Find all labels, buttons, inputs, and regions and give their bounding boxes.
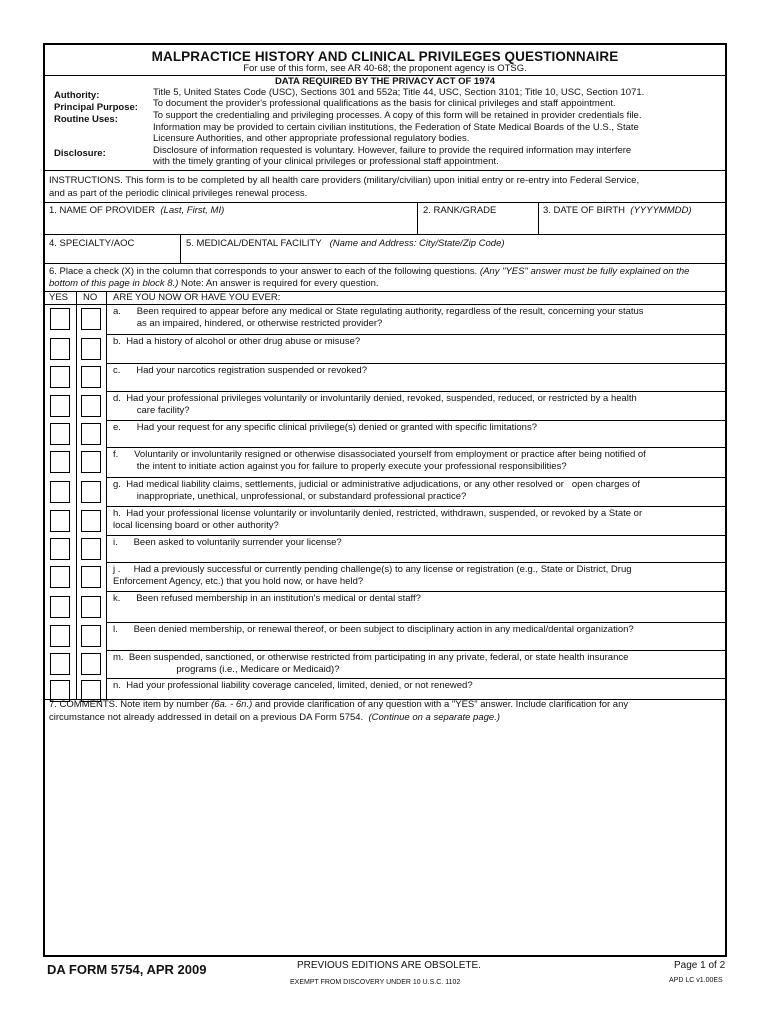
question-text: the intent to initiate action against you for failure to properly execute your professional responsibilities? — [113, 461, 567, 472]
yes-checkbox-c[interactable] — [50, 366, 70, 388]
question-text: e. Had your request for any specific clinical privilege(s) denied or granted with specific limitations? — [113, 422, 537, 433]
divider — [45, 202, 725, 203]
question-text: l. Been denied membership, or renewal thereof, or been subject to disciplinary action in any medical/dental organization? — [113, 624, 634, 635]
divider — [180, 234, 181, 263]
question-text: k. Been refused membership in an institution's medical or dental staff? — [113, 593, 421, 604]
divider — [106, 420, 725, 421]
divider — [45, 234, 725, 235]
privacy-heading: DATA REQUIRED BY THE PRIVACY ACT OF 1974 — [274, 76, 496, 87]
yes-checkbox-a[interactable] — [50, 308, 70, 330]
divider — [45, 304, 725, 305]
routine-uses-label: Routine Uses: — [54, 114, 118, 125]
divider — [45, 170, 725, 171]
disclosure-text: Disclosure of information requested is voluntary. However, failure to provide the required information may interfere — [153, 145, 632, 156]
facility-label: 5. MEDICAL/DENTAL FACILITY — [186, 238, 322, 249]
comments-label: circumstance not already addressed in detail on a previous DA Form 5754. (Continue on a separate page.) — [49, 712, 500, 723]
no-checkbox-k[interactable] — [81, 596, 101, 618]
divider — [106, 363, 725, 364]
form-subtitle: For use of this form, see AR 40-68; the proponent agency is OTSG. — [243, 63, 527, 74]
divider — [106, 562, 725, 563]
disclosure-label: Disclosure: — [54, 148, 106, 159]
obsolete-notice: PREVIOUS EDITIONS ARE OBSOLETE. — [297, 960, 481, 971]
divider — [538, 202, 539, 234]
version-label: APD LC v1.00ES — [669, 977, 723, 984]
no-checkbox-a[interactable] — [81, 308, 101, 330]
rank-grade-label: 2. RANK/GRADE — [423, 205, 497, 216]
facility-hint: (Name and Address: City/State/Zip Code) — [329, 238, 505, 249]
dob-label: 3. DATE OF BIRTH — [543, 205, 625, 216]
no-checkbox-i[interactable] — [81, 538, 101, 560]
form-number: DA FORM 5754, APR 2009 — [47, 962, 207, 977]
divider — [106, 678, 725, 679]
question-intro: bottom of this page in block 8.) Note: An answer is required for every question. — [49, 278, 379, 289]
question-text: h. Had your professional license voluntarily or involuntarily denied, restricted, withdrawn, suspended, or revoked by a State or — [113, 508, 643, 519]
divider — [45, 263, 725, 264]
divider — [106, 447, 725, 448]
yes-checkbox-h[interactable] — [50, 510, 70, 532]
question-text: j . Had a previously successful or currently pending challenge(s) to any license or registration (e.g., State or District, Drug — [113, 564, 632, 575]
no-checkbox-j[interactable] — [81, 566, 101, 588]
yes-column-header: YES — [49, 292, 69, 303]
provider-name-label: 1. NAME OF PROVIDER — [49, 205, 156, 216]
question-text: local licensing board or other authority? — [113, 520, 279, 531]
yes-checkbox-l[interactable] — [50, 625, 70, 647]
rank-grade-field[interactable] — [423, 205, 496, 218]
instructions-text: INSTRUCTIONS. This form is to be completed by all health care providers (military/civilian) upon initial entry or re-entry into Federal Service, — [49, 175, 640, 186]
question-text: i. Been asked to voluntarily surrender your license? — [113, 537, 342, 548]
divider — [106, 291, 107, 699]
routine-uses-text: Information may be provided to certain civilian institutions, the Federation of State Medical Boards of the U.S., State — [153, 122, 639, 133]
comments-field[interactable] — [49, 729, 721, 951]
routine-uses-text: To support the credentialing and privileging processes. A copy of this form will be retained in provider credentials file. — [153, 110, 642, 121]
exempt-notice: EXEMPT FROM DISCOVERY UNDER 10 U.S.C. 1102 — [290, 979, 461, 986]
no-checkbox-f[interactable] — [81, 451, 101, 473]
divider — [106, 334, 725, 335]
question-text: Enforcement Agency, etc.) that you hold now, or have held? — [113, 576, 364, 587]
form-title: MALPRACTICE HISTORY AND CLINICAL PRIVILEGES QUESTIONNAIRE — [151, 49, 619, 64]
dob-hint: (YYYYMMDD) — [630, 205, 692, 216]
instructions-text: and as part of the periodic clinical privileges renewal process. — [49, 188, 308, 199]
divider — [106, 506, 725, 507]
question-text: b. Had a history of alcohol or other drug abuse or misuse? — [113, 336, 361, 347]
question-text: inappropriate, unethical, unprofessional, or substandard professional practice? — [113, 491, 467, 502]
purpose-label: Principal Purpose: — [54, 102, 138, 113]
no-column-header: NO — [83, 292, 98, 303]
yes-checkbox-i[interactable] — [50, 538, 70, 560]
facility-field[interactable] — [186, 238, 505, 251]
question-text: c. Had your narcotics registration suspended or revoked? — [113, 365, 367, 376]
no-checkbox-c[interactable] — [81, 366, 101, 388]
yes-checkbox-f[interactable] — [50, 451, 70, 473]
question-text: programs (i.e., Medicare or Medicaid)? — [113, 664, 340, 675]
divider — [106, 535, 725, 536]
provider-name-field[interactable] — [49, 205, 224, 218]
authority-label: Authority: — [54, 90, 100, 101]
no-checkbox-l[interactable] — [81, 625, 101, 647]
divider — [106, 622, 725, 623]
no-checkbox-g[interactable] — [81, 481, 101, 503]
yes-checkbox-b[interactable] — [50, 338, 70, 360]
question-text: g. Had medical liability claims, settlements, judicial or administrative adjudications, or any other resolved or open charges of — [113, 479, 640, 490]
purpose-text: To document the provider's professional qualifications as the basis for clinical privileges and staff appointment. — [153, 98, 616, 109]
question-text: d. Had your professional privileges voluntarily or involuntarily denied, revoked, suspended, reduced, or restricted by a health — [113, 393, 637, 404]
disclosure-text: with the timely granting of your clinical privileges or professional staff appointment. — [153, 156, 499, 167]
routine-uses-text: Licensure Authorities, and other appropriate professional regulatory bodies. — [153, 133, 470, 144]
no-checkbox-d[interactable] — [81, 395, 101, 417]
question-text: f. Voluntarily or involuntarily resigned or otherwise disassociated yourself from employment or practice after being notified of — [113, 449, 646, 460]
no-checkbox-b[interactable] — [81, 338, 101, 360]
yes-checkbox-e[interactable] — [50, 423, 70, 445]
authority-text: Title 5, United States Code (USC), Sections 301 and 552a; Title 44, USC, Section 3101; Title 10, USC, Section 1071. — [153, 87, 645, 98]
question-text: n. Had your professional liability coverage canceled, limited, denied, or not renewed? — [113, 680, 473, 691]
yes-checkbox-k[interactable] — [50, 596, 70, 618]
question-text: a. Been required to appear before any medical or State regulating authority, regardless of the result, concerning your status — [113, 306, 644, 317]
divider — [106, 591, 725, 592]
date-of-birth-field[interactable] — [543, 205, 692, 218]
form-frame — [43, 43, 727, 957]
divider — [106, 477, 725, 478]
specialty-label: 4. SPECIALTY/AOC — [49, 238, 135, 249]
yes-checkbox-j[interactable] — [50, 566, 70, 588]
divider — [417, 202, 418, 234]
no-checkbox-h[interactable] — [81, 510, 101, 532]
question-text: care facility? — [113, 405, 190, 416]
page-number: Page 1 of 2 — [674, 960, 726, 971]
divider — [106, 650, 725, 651]
question-text: as an impaired, hindered, or otherwise restricted provider? — [113, 318, 383, 329]
no-checkbox-m[interactable] — [81, 653, 101, 675]
question-intro: 6. Place a check (X) in the column that corresponds to your answer to each of the following questions. (Any "YES" answer must be fully explained on the — [49, 266, 690, 277]
divider — [76, 291, 77, 699]
yes-checkbox-d[interactable] — [50, 395, 70, 417]
no-checkbox-e[interactable] — [81, 423, 101, 445]
question-header: ARE YOU NOW OR HAVE YOU EVER: — [113, 292, 281, 303]
divider — [106, 391, 725, 392]
comments-label: 7. COMMENTS. Note item by number (6a. - 6n.) and provide clarification of any question with a "YES" answer. Include clarification for any — [49, 699, 629, 710]
question-text: m. Been suspended, sanctioned, or otherwise restricted from participating in any private, federal, or state health insurance — [113, 652, 629, 663]
specialty-field[interactable] — [49, 238, 134, 251]
yes-checkbox-g[interactable] — [50, 481, 70, 503]
yes-checkbox-m[interactable] — [50, 653, 70, 675]
provider-name-hint: (Last, First, MI) — [160, 205, 225, 216]
